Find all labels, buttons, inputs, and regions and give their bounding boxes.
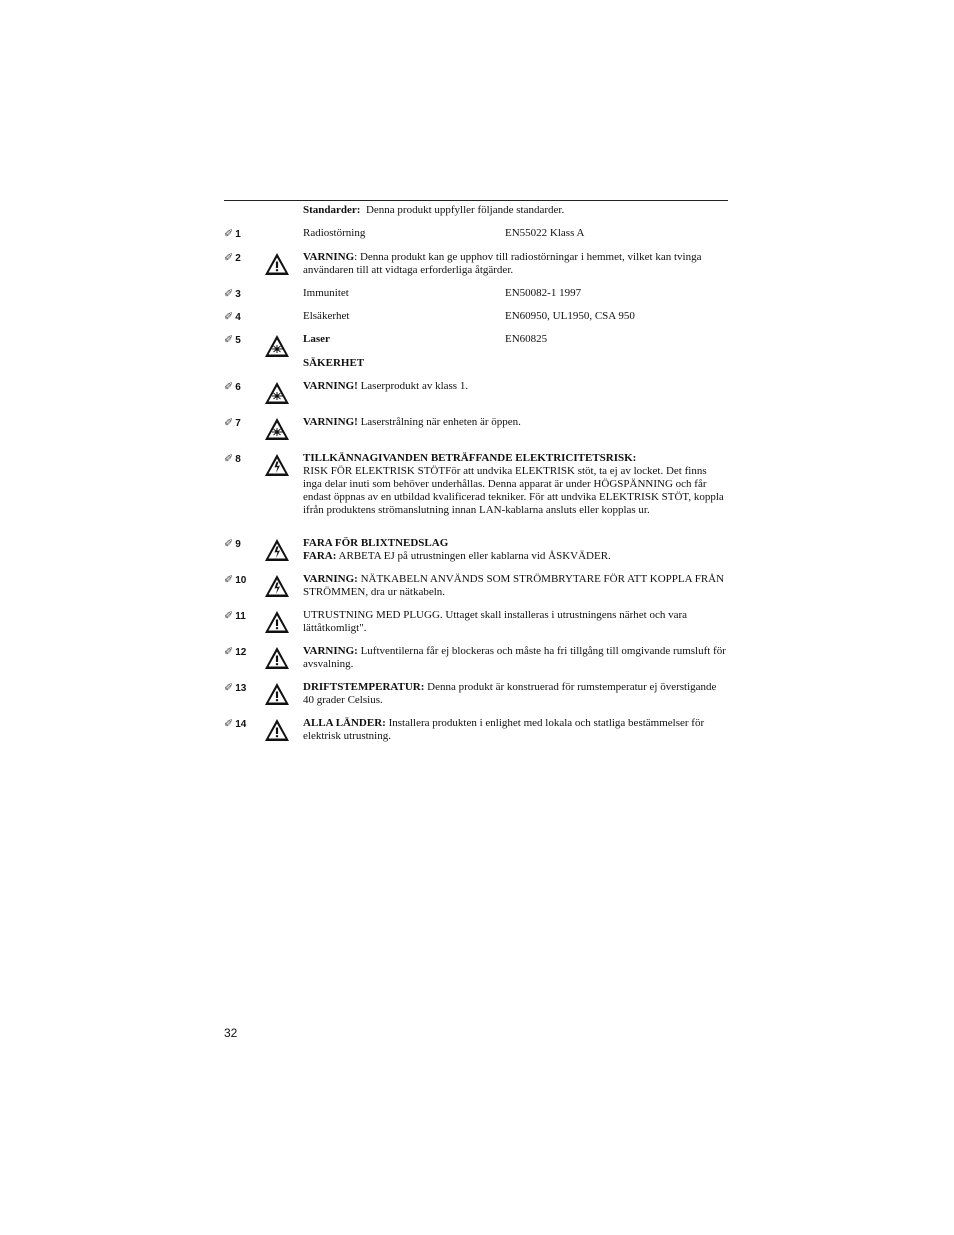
item-standard: EN60825: [505, 333, 548, 345]
item-number: ✐ 9: [224, 537, 241, 550]
pencil-icon: ✐: [224, 310, 234, 323]
standards-label: Standarder:: [303, 204, 361, 216]
laser-warning-icon: [264, 417, 292, 441]
item-number: ✐ 5: [224, 333, 241, 346]
item-number: ✐ 13: [224, 681, 247, 694]
laser-warning-icon: [264, 334, 292, 358]
item-9: [224, 537, 728, 577]
pencil-icon: ✐: [224, 287, 234, 300]
item-number: ✐ 2: [224, 251, 241, 264]
item-text: VARNING! Laserstrålning när enheten är öppen.: [303, 416, 521, 428]
item-8: [224, 452, 728, 532]
item-10: [224, 573, 728, 613]
item-text: FARA FÖR BLIXTNEDSLAG FARA: ARBETA EJ på utrustningen eller kablarna vid ÅSKVÄDER.: [303, 537, 611, 562]
item-number: ✐ 3: [224, 287, 241, 300]
item-text: VARNING: Denna produkt kan ge upphov till radiostörningar i hemmet, vilket kan tvinga användaren till att vidtaga erforderliga åtgärder.: [303, 251, 702, 276]
warning-icon: [264, 718, 292, 742]
item-name: Radiostörning: [303, 227, 366, 239]
standards-header: [303, 204, 728, 217]
warning-icon: [264, 610, 292, 634]
item-number: ✐ 8: [224, 452, 241, 465]
item-number: ✐ 14: [224, 717, 247, 730]
item-11: [224, 609, 728, 649]
top-rule: [224, 200, 728, 201]
item-14: [224, 717, 728, 757]
item-number: ✐ 6: [224, 380, 241, 393]
item-text: VARNING: NÄTKABELN ANVÄNDS SOM STRÖMBRYTARE FÖR ATT KOPPLA FRÅN STRÖMMEN, dra ur nätkabeln.: [303, 573, 725, 598]
pencil-icon: ✐: [224, 717, 234, 730]
warning-icon: [264, 682, 292, 706]
laser-subheading: SÄKERHET: [303, 357, 365, 369]
item-standard: EN60950, UL1950, CSA 950: [505, 310, 635, 322]
pencil-icon: ✐: [224, 251, 234, 264]
pencil-icon: ✐: [224, 609, 234, 622]
item-standard: EN50082-1 1997: [505, 287, 582, 299]
item-text: ALLA LÄNDER: Installera produkten i enlighet med lokala och statliga bestämmelser för elektrisk utrustning.: [303, 717, 705, 742]
item-2: [224, 251, 728, 291]
item-12: [224, 645, 728, 685]
item-text: VARNING: Luftventilerna får ej blockeras och måste ha fri tillgång till omgivande rumsluft för avsvalning.: [303, 645, 726, 670]
item-7: [224, 416, 728, 456]
item-text: DRIFTSTEMPERATUR: Denna produkt är konstruerad för rumstemperatur ej överstigande 40 grader Celsius.: [303, 681, 717, 706]
item-text: VARNING! Laserprodukt av klass 1.: [303, 380, 469, 392]
electric-shock-icon: [264, 574, 292, 598]
pencil-icon: ✐: [224, 645, 234, 658]
item-13: [224, 681, 728, 721]
pencil-icon: ✐: [224, 333, 234, 346]
item-number: ✐ 1: [224, 227, 241, 240]
warning-icon: [264, 252, 292, 276]
item-text: TILLKÄNNAGIVANDEN BETRÄFFANDE ELEKTRICITETSRISK: RISK FÖR ELEKTRISK STÖTFör att undvika ELEKTRISK stöt, ta ej av locket. Det finns inga delar inuti som behöver underhållas. Denna apparat är under HÖGSPÄNNING och får endast öppnas av en utbildad kvalificerad tekniker. För att undvika ELEKTRISK STÖT, koppla ifrån produktens strömanslutning innan LAN-kablarna ansluts eller kopplas ur.: [303, 452, 724, 516]
pencil-icon: ✐: [224, 380, 234, 393]
pencil-icon: ✐: [224, 681, 234, 694]
page-number: 32: [224, 1026, 238, 1040]
item-6: [224, 380, 728, 420]
item-name: Immunitet: [303, 287, 349, 299]
warning-icon: [264, 646, 292, 670]
item-text: UTRUSTNING MED PLUGG. Uttaget skall installeras i utrustningens närhet och vara lättåtkomligt".: [303, 609, 688, 634]
standards-intro: Denna produkt uppfyller följande standarder.: [365, 204, 565, 216]
item-standard: EN55022 Klass A: [505, 227, 585, 239]
item-number: ✐ 11: [224, 609, 246, 622]
item-name: Elsäkerhet: [303, 310, 350, 322]
laser-warning-icon: [264, 381, 292, 405]
item-name: Laser: [303, 333, 330, 345]
pencil-icon: ✐: [224, 416, 234, 429]
pencil-icon: ✐: [224, 452, 234, 465]
pencil-icon: ✐: [224, 227, 234, 240]
electric-shock-icon: [264, 538, 292, 562]
item-number: ✐ 4: [224, 310, 241, 323]
item-number: ✐ 10: [224, 573, 247, 586]
electric-shock-icon: [264, 453, 292, 477]
item-number: ✐ 12: [224, 645, 247, 658]
pencil-icon: ✐: [224, 537, 234, 550]
pencil-icon: ✐: [224, 573, 234, 586]
item-number: ✐ 7: [224, 416, 241, 429]
